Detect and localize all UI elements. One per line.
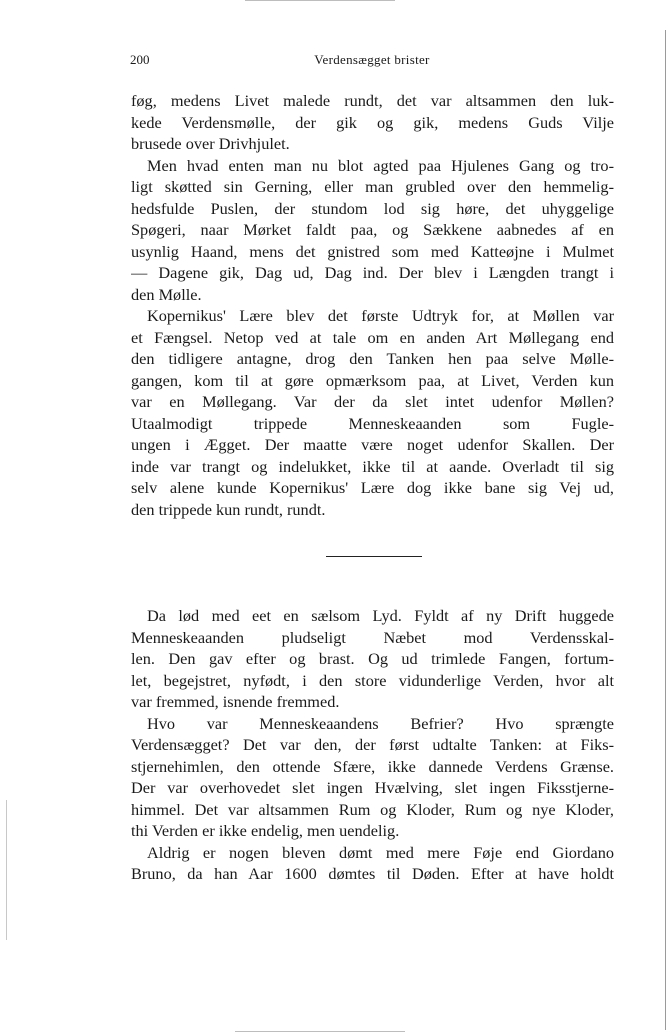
text-line: himmel. Det var altsammen Rum og Kloder, Rum og nye Kloder, <box>131 799 614 819</box>
text-line: den trippede kun rundt, rundt. <box>131 499 326 519</box>
text-line: hedsfulde Puslen, der stundom lod sig høre, det uhyggelige <box>131 198 614 218</box>
text-line: den Mølle. <box>131 284 202 304</box>
text-line: usynlig Haand, mens det gnistred som med Katteøjne i Mulmet <box>131 241 614 261</box>
text-line: inde var trangt og indelukket, ikke til at aande. Overladt til sig <box>131 456 614 476</box>
text-line: Da lød med eet en sælsom Lyd. Fyldt af ny Drift huggede <box>147 606 614 625</box>
text-line: — Dagene gik, Dag ud, Dag ind. Der blev i Længden trangt i <box>131 263 614 282</box>
text-line: Hvo var Menneskeaandens Befrier? Hvo sprængte <box>147 713 614 733</box>
text-line: Men hvad enten man nu blot agted paa Hjulenes Gang og tro- <box>147 155 614 175</box>
text-line: Aldrig er nogen bleven dømt med mere Føje end Giordano <box>147 842 614 862</box>
section-divider <box>326 556 422 557</box>
top-edge-rule <box>245 0 395 1</box>
text-line: selv alene kunde Kopernikus' Lære dog ikke bane sig Vej ud, <box>131 478 614 497</box>
text-line: Der var overhovedet slet ingen Hvælving, slet ingen Fiksstjerne- <box>131 778 614 797</box>
page-header <box>130 52 614 70</box>
bottom-edge-rule <box>235 1031 405 1032</box>
text-line: Utaalmodigt trippede Menneskeaanden som Fugle- <box>131 413 614 433</box>
text-line: Spøgeri, naar Mørket faldt paa, og Sækkene aabnedes af en <box>131 220 614 239</box>
text-line: thi Verden er ikke endelig, men uendelig. <box>131 821 400 840</box>
text-line: ungen i Ægget. Der maatte være noget udenfor Skallen. Der <box>131 435 614 454</box>
text-line: Menneskeaanden pludseligt Næbet mod Verdensskal- <box>131 627 614 647</box>
page-number: 200 <box>130 52 150 67</box>
text-block-first <box>131 90 614 520</box>
text-line: kede Verdensmølle, der gik og gik, medens Guds Vilje <box>131 112 614 132</box>
text-line: var fremmed, isnende fremmed. <box>131 692 340 711</box>
text-line: let, begejstret, nyfødt, i den store vidunderlige Verden, hvor alt <box>131 670 614 690</box>
text-line: føg, medens Livet malede rundt, det var altsammen den luk- <box>131 91 614 110</box>
text-line: gangen, kom til at gøre opmærksom paa, at Livet, Verden kun <box>131 370 614 390</box>
page-edge-right <box>665 30 666 1030</box>
text-line: Verdensægget? Det var den, der først udtalte Tanken: at Fiks- <box>131 735 614 754</box>
running-title: Verdensægget brister <box>314 52 430 67</box>
text-line: ligt skøtted sin Gerning, eller man grubled over den hemmelig- <box>131 177 614 196</box>
text-line: et Fængsel. Netop ved at tale om en anden Art Møllegang end <box>131 327 614 347</box>
text-line: Kopernikus' Lære blev det første Udtryk for, at Møllen var <box>147 306 614 325</box>
text-line: den tidligere antagne, drog den Tanken hen paa selve Mølle- <box>131 349 614 368</box>
text-block-second <box>131 605 614 885</box>
text-line: stjernehimlen, den ottende Sfære, ikke dannede Verdens Grænse. <box>131 756 614 776</box>
text-line: Bruno, da han Aar 1600 dømtes til Døden. Efter at have holdt <box>131 864 614 883</box>
text-line: brusede over Drivhjulet. <box>131 134 290 153</box>
text-line: len. Den gav efter og brast. Og ud trimlede Fangen, fortum- <box>131 649 614 668</box>
text-line: var en Møllegang. Var der da slet intet udenfor Møllen? <box>131 392 614 411</box>
page-edge-left <box>6 800 7 940</box>
